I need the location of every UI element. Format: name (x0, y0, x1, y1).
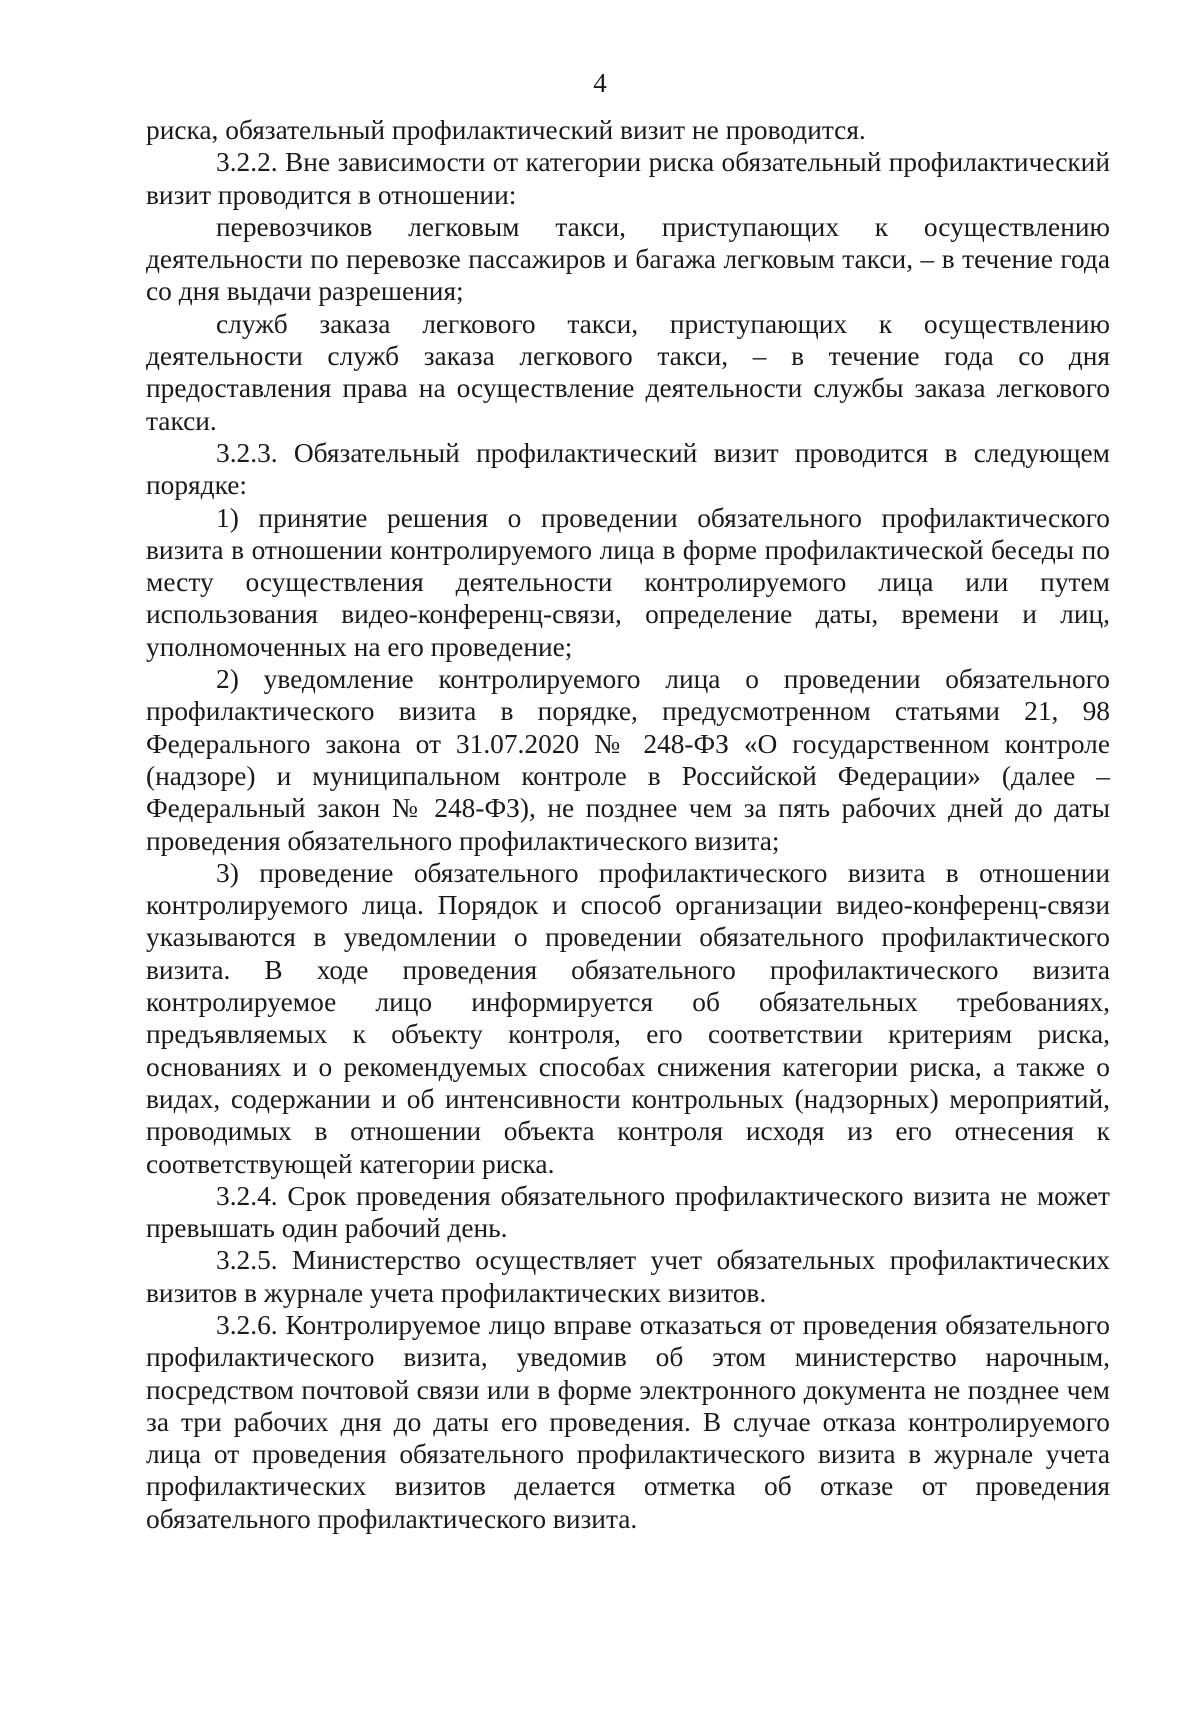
paragraph-3-2-4: 3.2.4. Срок проведения обязательного профилактического визита не может превышать один рабочий день. (146, 1180, 1110, 1244)
paragraph-3-2-5: 3.2.5. Министерство осуществляет учет обязательных профилактических визитов в журнале учета профилактических визитов. (146, 1245, 1110, 1308)
paragraph-item-2: 2) уведомление контролируемого лица о проведении обязательного профилактического визита в порядке, предусмотренном статьями 21, 98 Федерального закона от 31.07.2020 № 248-ФЗ «О государственном контроле (надзоре) и муниципальном контроле в Российской Федерации» (далее – Федеральный закон № 248-ФЗ), не позднее чем за пять рабочих дней до даты проведения обязательного профилактического визита; (146, 664, 1110, 856)
paragraph-taxi-carriers: перевозчиков легковым такси, приступающих к осуществлению деятельности по перевозке пассажиров и багажа легковым такси, – в течение года со дня выдачи разрешения; (146, 211, 1110, 307)
paragraph-3-2-3: 3.2.3. Обязательный профилактический визит проводится в следующем порядке: (146, 437, 1110, 501)
page-number: 4 (593, 68, 607, 98)
paragraph-continuation: риска, обязательный профилактический визит не проводится. (146, 115, 866, 145)
document-body (146, 114, 1110, 1535)
paragraph-3-2-6: 3.2.6. Контролируемое лицо вправе отказаться от проведения обязательного профилактического визита, уведомив об этом министерство нарочным, посредством почтовой связи или в форме электронного документа не позднее чем за три рабочих дня до даты его проведения. В случае отказа контролируемого лица от проведения обязательного профилактического визита в журнале учета профилактических визитов делается отметка об отказе от проведения обязательного профилактического визита. (146, 1309, 1110, 1534)
paragraph-item-3: 3) проведение обязательного профилактического визита в отношении контролируемого лица. Порядок и способ организации видео-конференц-связи указываются в уведомлении о проведении обязательного профилактического визита. В ходе проведения обязательного профилактического визита контролируемое лицо информируется об обязательных требованиях, предъявляемых к объекту контроля, его соответствии критериям риска, основаниях и о рекомендуемых способах снижения категории риска, а также о видах, содержании и об интенсивности контрольных (надзорных) мероприятий, проводимых в отношении объекта контроля исходя из его отнесения к соответствующей категории риска. (146, 857, 1110, 1179)
paragraph-item-1: 1) принятие решения о проведении обязательного профилактического визита в отношении контролируемого лица в форме профилактической беседы по месту осуществления деятельности контролируемого лица или путем использования видео-конференц-связи, определение даты, времени и лиц, уполномоченных на его проведение; (146, 502, 1110, 662)
paragraph-3-2-2: 3.2.2. Вне зависимости от категории риска обязательный профилактический визит проводится в отношении: (146, 147, 1110, 210)
paragraph-taxi-services: служб заказа легкового такси, приступающих к осуществлению деятельности служб заказа легкового такси, – в течение года со дня предоставления права на осуществление деятельности службы заказа легкового такси. (146, 308, 1110, 436)
